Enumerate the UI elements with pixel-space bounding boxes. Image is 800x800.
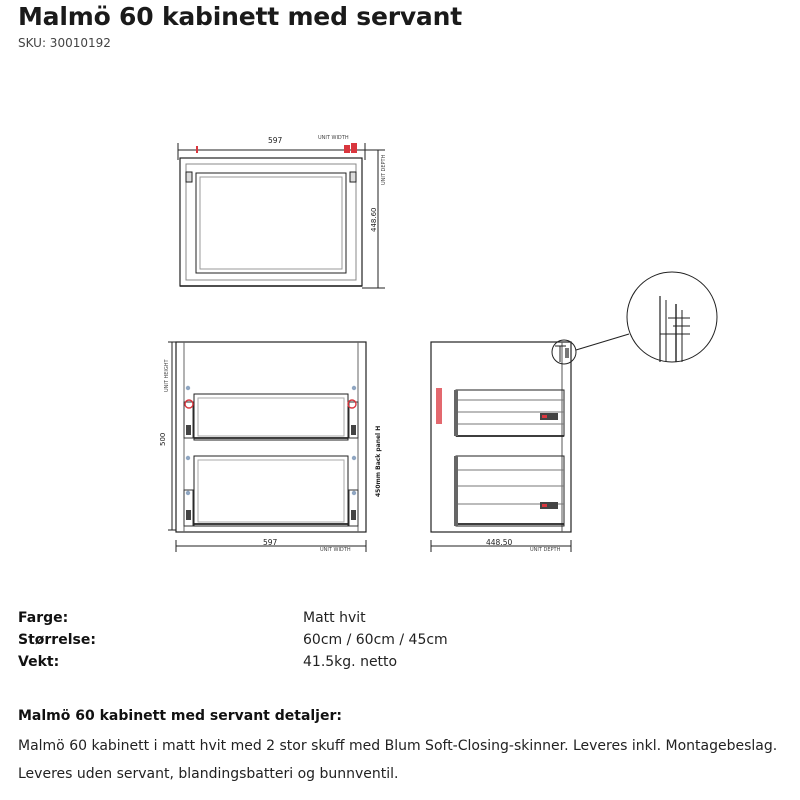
front-height-caption: UNIT HEIGHT (164, 359, 170, 392)
product-sku: SKU: 30010192 (18, 36, 111, 50)
details-description-line-2: Leveres uden servant, blandingsbatteri og bunnventil. (18, 766, 399, 782)
spec-value-color: Matt hvit (303, 610, 366, 626)
top-depth-caption: UNIT DEPTH (381, 154, 387, 185)
top-width-label: 597 (268, 136, 283, 145)
spec-label-size: Størrelse: (18, 632, 96, 648)
front-width-caption: UNIT WIDTH (320, 547, 351, 553)
details-heading: Malmö 60 kabinett med servant detaljer: (18, 708, 342, 724)
product-title: Malmö 60 kabinett med servant (18, 2, 462, 31)
front-view-fittings (185, 386, 356, 520)
side-view-fittings (436, 348, 569, 526)
back-panel-note: 450mm Back panel H (375, 425, 382, 497)
technical-drawing (0, 100, 800, 570)
spec-label-color: Farge: (18, 610, 69, 626)
details-description-line-1: Malmö 60 kabinett i matt hvit med 2 stor skuff med Blum Soft-Closing-skinner. Leveres inkl. Montagebeslag. (18, 738, 778, 754)
side-view (431, 272, 717, 552)
spec-value-weight: 41.5kg. netto (303, 654, 398, 670)
front-width-label: 597 (263, 538, 278, 547)
top-depth-label: 448.60 (370, 207, 378, 232)
top-width-caption: UNIT WIDTH (318, 135, 349, 141)
spec-value-size: 60cm / 60cm / 45cm (303, 632, 448, 648)
side-depth-caption: UNIT DEPTH (530, 547, 561, 553)
front-height-label: 500 (159, 432, 167, 446)
front-view (168, 342, 366, 552)
spec-label-weight: Vekt: (18, 654, 60, 670)
side-depth-label: 448.50 (486, 538, 513, 547)
top-view (32, 133, 385, 288)
